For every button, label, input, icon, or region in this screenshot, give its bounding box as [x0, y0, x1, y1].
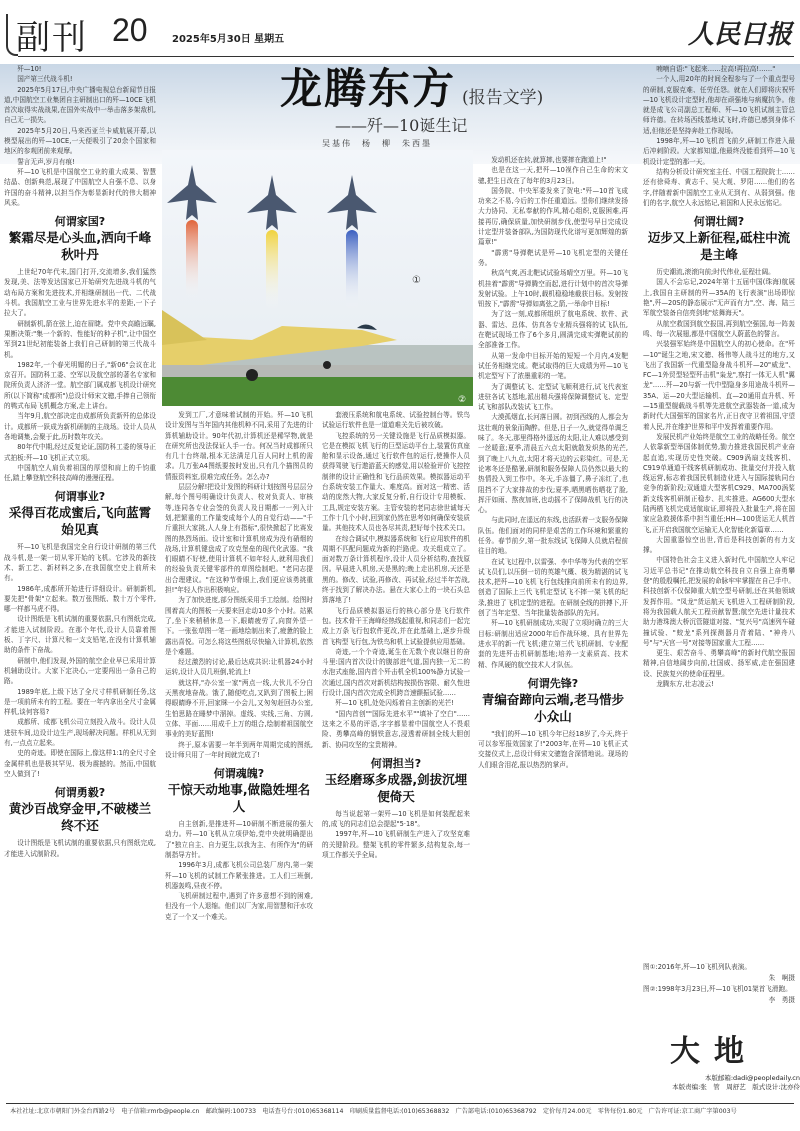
section-question: 何谓先锋?	[527, 676, 579, 690]
section-question: 何谓魂魄?	[213, 767, 265, 781]
smoke-trail	[346, 230, 358, 310]
section-question: 何谓勇毅?	[54, 786, 106, 800]
paragraph: 1996年3月,成都飞机公司总装厂房内,第一架歼—10飞机的试制工作紧张推进。工人们三班倒,机器轰鸣,昼夜不停。	[165, 861, 313, 890]
newspaper-logo: 人民日报	[687, 20, 792, 50]
paragraph: "国内首创""国际先进水平""填补了空白"……这来之不易的评语,字字都显着中国航空人不畏艰险、勇攀高峰的钢铁意志,浸透着研制全线大胆创新、协同攻坚的宝贵精神。	[322, 709, 470, 749]
paragraph: 奇迹,一个个奇迹,诞生在无数个夜以继日的奋斗里:国内首次设计的腹部进气道,国内独一无二的水泡式座舱,国内首个歼击机全机100%静力试验一次通过,国内首次对新机结构按损伤容限、耐久性进行设计,国内首次完成全机跨音速颤振试验……	[322, 647, 470, 698]
header-divider	[18, 56, 794, 57]
paragraph: 兴装强军始终是中国航空人的初心使命。在"歼—10"诞生之地,宋文骢、杨伟等人战斗过的地方,又飞出了我国新一代重型隐身战斗机歼—20"威龙"、FC—1外贸型轻型歼击机"枭龙",察打一体无人机"翼龙"……歼—20与新一代中型隐身多用途战斗机歼—35A、运—20大型运输机、直—20通用直升机、歼—15重型舰载战斗机等先进航空武器装备一道,成为新时代大国强军的国家名片,正日夜守卫着祖国,守望着人民,并在维护世界和平中发挥着重要作用。	[643, 340, 795, 431]
paragraph: 国务院、中央军委发来了贺电:"歼—10首飞成功来之不易,今后的工作任重道远。望你们继续发扬大力协同、无私奉献的作风,精心组织,克服困难,再接再厉,确保质量,加快研制步伐,使型号早日完成设计定型并装备部队,为国防现代化谱写更加辉煌的新篇章!"	[478, 186, 628, 247]
paragraph: 大国重器惊空出世,背后是科技创新的有力支撑。	[643, 535, 795, 555]
editor-staff: 本版责编:张 管 周舒艺 版式设计:沈亦伶	[672, 1083, 800, 1091]
section-name: 副刊	[16, 18, 88, 58]
paragraph: 研制新机,箭在弦上,迫在眉睫。党中央高瞻远瞩,果断决策:"集一个新的、性能好的种子机",让中国空军到21世纪初能装备上我们自己研制的第三代战斗机。	[4, 319, 156, 359]
paragraph: 就这样,"办公室一家"两点一线,大伙儿不分白天黑夜地奋战。饿了,随便吃点,又趴到了图板上;困得眼睛睁不开,回家眯一小会儿,又匆匆赶回办公室,生怕思路在睡梦中溜掉。虚线、实线,三角、方圆,立体、平面……用成千上万的组合,绘制着祖国航空事业的美好蓝图!	[165, 678, 313, 739]
section-question: 何谓壮阔?	[693, 215, 745, 229]
paragraph: 秋高气爽,西北靶试试验场晴空万里。歼—10飞机挂着"霹雳"导弹腾空而起,进行计划中的首次导弹发射试验。上午10时,载机稳稳地截获目标。发射按钮按下,"霹雳"导弹如离弦之箭,一举命中目标!	[478, 269, 628, 309]
paragraph: 中国特色社会主义进入新时代,中国航空人牢记习近平总书记"在推动航空科技自立自强上奋勇攀登"的殷殷嘱托,把发展的命脉牢牢掌握在自己手中。科技创新不仅保障重大航空型号研制,还在其他领域发挥作用。"凤龙"货运航天飞机进入工程研制阶段,将为我国载人航天工程贡献智慧;航空先进计量技术助力港珠澳大桥沉管隧道对接、"复兴号"高速列车碰撞试验、"蛟龙"系列探测器月背着陆、"神舟八号"与"天宫一号"对接等国家重大工程……	[643, 556, 795, 647]
caption-1: 图①:2016年,歼—10飞机列队表演。	[643, 963, 751, 971]
article-column-5	[643, 64, 795, 958]
paragraph: 自主创新,是推进歼—10研制不断进展的强大动力。歼—10飞机从立项伊始,党中央就明确提出了"独立自主、自力更生,以我为主、有所作为"的研制指导方针。	[165, 820, 313, 859]
paragraph: 为了加快进度,部分图纸采用手工绘制。绘图时围着高大的图板一天要来回走动10多个小时。站累了,坐下来稍稍休息一下,眼睛疲劳了,向窗外望一下。一张张草图一笔一画地绘制出来了,疲惫的脸上露出喜悦。可怎么将这些图纸尽快输入计算机,依然是个难题。	[165, 596, 313, 656]
photo-mark-2: ②	[458, 395, 467, 405]
paragraph: 龙腾东方,壮志凌云!	[656, 680, 714, 689]
issue-date: 2025年5月30日 星期五	[172, 34, 285, 45]
paragraph: "霹雳"导弹靶试是歼—10飞机定型的关键任务。	[478, 248, 628, 267]
paragraph: 歼—10飞机研制成功,实现了立项时确立的三大目标:研制出适应2000年后作战环境、具有世界先进水平的新一代飞机;建立第三代飞机研制、专业配套的先进歼击机研制基地;培养一支素质高、技术精、作风硬的航空技术人才队伍。	[478, 619, 628, 669]
section-heading: 青编奋蹄向云端,老马惜步小众山	[481, 691, 625, 724]
section-heading: 干惊天动地事,做隐姓埋名人	[167, 782, 311, 815]
paragraph: 一个人,用20年的时间全程参与了一个重点型号的研制,克服克难、任劳任怨。就在人们即将庆祝歼—10飞机设计定型时,他却在顽强地与病魔抗争。他就是成飞公司副总工程师、歼—10飞机试制主管总师许德。在转场西线基地试飞时,许德已感到身体不适,但他还是坚持奔赴工作现场。	[643, 75, 795, 135]
paragraph: 大漠孤烟直,长河落日圆。初到西线的人,都会为这壮观的景象而陶醉。但是,日子一久,就觉得单调乏味了。冬天,那里得格外遥远的太阳,让人难以感受到一丝暖意;夏季,清晨五六点太阳就散发炽热的光芒,到了晚上八九点,太阳才将天边的云彩染红。可是,无论寒冬还是酷暑,研制和服务保障人员仍然以最大的热情投入到工作中。冬天,手冻僵了,鼻子冻红了,也阻挡不了大家排故的步伐;夏季,晒黑晒伤晒花了脸,挥汗如雨、熬夜加班,也动摇不了保障战机飞行的决心。	[478, 413, 628, 515]
paragraph: 歼—10飞机是中国航空工业的重大成果、智慧结晶、创新典范,展现了中国航空人自强不息、以身许国的奋斗精神,以担当作为彰显新时代的伟大精神风采。	[4, 167, 156, 207]
page-number: 20	[112, 12, 148, 48]
paragraph: 与此同时,在遥远的东线,也活跃着一支服务保障队伍。他们面对的同样是艰苦的工作环境和繁重的任务。春节前夕,第一批东线试飞保障人员就启程前往目的地。	[478, 516, 628, 556]
paragraph: 1997年,歼—10飞机研制生产进入了攻坚克难的关键阶段。整架飞机的零件繁多,结构复杂,每一项工作都关乎全局。	[322, 830, 470, 859]
section-heading: 黄沙百战穿金甲,不破楼兰终不还	[8, 801, 152, 834]
article-title: 龙腾东方	[280, 64, 457, 113]
photo-captions	[643, 962, 795, 1006]
article-column-3	[322, 410, 470, 1098]
paragraph: 飞控系统的另一关键设施是飞行品质模拟器。它是在模拟飞机飞行的巨型运动平台上,装置仿真座舱和显示设备,通过飞行软件包的运行,使操作人员获得驾驶飞行遨游蓝天的感觉,用以检验评价飞控控制律的设计正确性和飞行品质效果。模拟器运动平台系统安装工作量大、难度高。面对这一精密、活动的庞然大物,大家反复分析,自行设计专用模板、工具,规定安装方案。主管安装的老同志徐世诚每天工作十几个小时,回到家仍然在思考如何确保安装质量。其他技术人员也各尽其责,把好每个技术关口。	[322, 431, 470, 533]
paragraph: 结构分析设计研究室主任、中国工程院院士……还有徐舜寿、黄志千、吴大观、罗阳……他们的名字,伴随着新中国航空工业从无到有、从弱到强。他们的名字,航空人永远铭记,祖国和人民永远铭记。	[643, 167, 795, 207]
paragraph: 套液压系统和航电系统、试验控制台等。铁鸟试验运行软件也是一道道难关先后被攻破。	[322, 411, 470, 430]
photo-mark-1: ①	[412, 275, 421, 286]
paragraph: 1998年,歼—10飞机首飞前夕,研制工作进入最后冲刺阶段。大家都知道,他最终没能看到歼—10飞机设计定型的那一天。	[643, 137, 795, 166]
paragraph: 成都所、成都飞机公司立刻投入战斗。设计人员进驻车间,边设计边生产,现场解决问题。样机从无到有,一点点立起来。	[4, 718, 156, 748]
grass	[162, 377, 473, 406]
paragraph: 也是在这一天,把歼—10视作自己生命的宋文骢,把生日改在了每年的3月23日。	[478, 166, 628, 185]
caption-2: 图②:1998年3月23日,歼—10飞机01架首飞滑跑。	[643, 985, 792, 993]
footer-divider	[6, 1103, 794, 1104]
paragraph: 1982年,一个春光明媚的日子,"新06"会议在北京召开。国防科工委、空军以及航空部的著名专家和院所负责人济济一堂。航空部门属成都飞机设计研究所(以下简称"成都所")总设计师宋文骢,手捧自己领衔的鸭式布局飞机概念方案,走上讲台。	[4, 360, 156, 411]
paragraph: 当年9月,航空部决定由成都所负责新歼的总体设计。成都所一跃成为新机研制的主战场。设计人员从各地调集,会聚于此,历时数年攻关。	[4, 412, 156, 441]
article-subtitle: ——歼—10诞生记	[335, 116, 468, 135]
paragraph: 歼—10飞机是我国完全自行设计研制的第三代战斗机,是一架一切从零开始的飞机。它涉及的新技术、新工艺、新材料之多,在我国航空史上前所未有。	[4, 543, 156, 583]
paragraph: 历史潮流,滚滚向前;时代伟业,征程壮阔。	[656, 268, 775, 277]
jets-photo	[162, 150, 473, 406]
article-column-2	[165, 410, 313, 1098]
caption-1-credit: 朱 啊摄	[768, 974, 795, 982]
paragraph: 终于,原本需要一年半到两年周期完成的图纸,设计师只用了一年时间就完成了!	[165, 740, 313, 759]
paragraph: 设计图纸是飞机试制的重要依据,只有图纸完成,才能进入试制阶段。在那个年代,设计人员靠着图板、丁字尺、计算尺和一支支铅笔,在没有计算机辅助的条件下奋战。	[4, 615, 156, 655]
paragraph: 飞行品质模拟器运行的核心部分是飞行软件包。技术骨干王海峰经热线起重视,和同志们一起完成上万条飞行包软件更改,并在此基础上,逐步升级首飞构型飞行包,为铁鸟和机上试验提供应用基础。	[322, 606, 470, 646]
smoke-trail	[186, 220, 198, 300]
paragraph: 上世纪70年代末,国门打开,交流增多,我们猛然发现,美、法等发达国家已开始研究先进战斗机的气动布局方案和先进技术,并相继研制出一代、二代战斗机。我国航空工业与世界先进水平的差距,一下子拉大了。	[4, 268, 156, 318]
runway	[162, 365, 473, 377]
paragraph: 设计图纸是飞机试制的重要依据,只有图纸完成,才能进入试制阶段。	[4, 839, 156, 858]
column-logo-dadi: 大地	[670, 1034, 758, 1069]
paragraph: 发动机还在转,就算摔,也要摔在跑道上!"	[491, 156, 607, 164]
paragraph: 为了这一刻,成都所组织了航电系统、软件、武器、雷达、总体、仿真各专业精兵强将的试飞队伍,在靶试现场工作了6个多月,圆满完成实弹靶试前的全部准备工作。	[478, 310, 628, 350]
caption-2-credit: 李 勇摄	[768, 996, 795, 1004]
paragraph: 发到工厂,才意味着试制的开始。歼—10飞机设计发图与当年国内其他机种不同,采用了先进的计算机辅助设计。90年代初,计算机还是稀罕物,就是在研究所也没法保证人手一台。何况当时成都所只有几十台终端,根本无法满足几百人同时上机的需求。几万张A4图纸要按时发出,只有几个描图员的情报资料室,很难完成任务。怎么办?	[165, 411, 313, 481]
paragraph: 层层分解!把设计发图的科研计划按图号层层分解,每个图号明确设计负责人、校对负责人、审核等,连同各专业会签的负责人及日期都一一列入计划,把繁重的工作量变成每个人的自觉行动——"千斤重担大家挑,人人身上有指标",很快掀起了比赛发图的热烈场面。设计室和计算机房成为没有硝烟的战场,计算机键盘成了攻克堡垒的现代化武器。"我们眼睛不好使,使用计算机不如年轻人,就利用我们的经验负责关键零部件的草图绘制吧。"老同志提出合理建议。"在这种节骨眼上,我们更应该勇挑重担!"年轻人作出积极响应。	[165, 483, 313, 595]
editor-email: 本版邮箱:dadi@peopledaily.cn	[704, 1074, 800, 1082]
paragraph: 歼—10飞机,处处闪烁着自主创新的光芒!	[335, 699, 454, 708]
section-heading: 玉经磨琢多成器,剑拔沉埋便倚天	[324, 771, 468, 804]
page-header	[0, 0, 800, 62]
paragraph: 80年代中期,经过反复论证,国防科工委的领导正式拍板:歼—10飞机正式立项。	[4, 443, 156, 462]
paragraph: 为了调整试飞、定型试飞顺利进行,试飞代表室进驻各试飞基地,派出精兵强将保障调整试飞、定型试飞和部队改装试飞工作。	[478, 382, 628, 412]
footer-info: 本社社址:北京市朝阳门外金台西路2号 电子信箱:rmrb@people.cn 邮政编码:100733 电话查号台:(010)65368114 印刷质量监督电话:(010)65368832 广告部电话:(010)65368792 定价每月24.00元 零售每份1.80元 广告许可证:京工商广字第003号	[10, 1108, 737, 1115]
article-authors: 吴基伟 杨 柳 朱西墨	[322, 139, 432, 148]
paragraph: 从第一发命中目标开始的短短一个月内,4发靶试任务相继完成。靶试取得的巨大成绩为歼—10飞机定型写下了浓墨重彩的一笔。	[478, 351, 628, 381]
paragraph: 1986年,成都所开始进行详细设计。研制新机,要先把"骨架"立起来。数万张图纸、数十万个零件,哪一样都马虎不得。	[4, 584, 156, 614]
paragraph: 在试飞过程中,以雷强、李中华等为代表的空军试飞员们,以压倒一切的英雄气概、极为精湛的试飞技术,把歼—10飞机飞行包线推向前所未有的边界,创造了国际上三代飞机定型试飞不摔一架飞机的纪录,推进了飞机定型的进程。在研制全线的拼搏下,开创了当年定型、当年批量装备部队的先河。	[478, 557, 628, 618]
article-genre: (报告文学)	[462, 88, 544, 108]
section-question: 何谓事业?	[54, 490, 106, 504]
paragraph: 2025年5月17日,中央广播电视总台新闻节目报道,中国航空工业集团自主研制出口的歼—10CE飞机首次取得实战战果,在国外实战中一举击落多架敌机,自己无一损失。	[4, 85, 156, 125]
paragraph: 每当说起第一架歼—10飞机是如何装配起来的,成飞的同志们总会提起"5·18"。	[322, 809, 470, 829]
section-question: 何谓家国?	[54, 215, 106, 229]
paragraph: 在综合调试中,模拟器系统和飞行应用软件的机周期不匹配问题成为新的拦路虎。攻关组成立了。面对数万条计算机程序,设计人员分析结构,查找原因。早晨进入机房,天是黑的;晚上走出机房,天还是黑的。修改、试验,再修改、再试验,经过半年苦战,终于找到了解决办法。悬在大家心上的一块石头总算落地了!	[322, 534, 470, 605]
paragraph: "我们的歼—10飞机今年已经18岁了,今天,终于可以参军报效国家了!"2003年,在歼—10飞机正式交接仪式上,总设计师宋文骢饱含深情地说。现场的人们眼含泪花,报以热烈的掌声。	[478, 729, 628, 769]
article-column-1	[4, 64, 156, 1098]
title-row	[280, 66, 543, 112]
paragraph: 2025年5月20日,马来西亚兰卡威航展开幕,以模型展出的歼—10CE,一天便吸引了20余个国家和地区的参观团前来观摩。	[4, 126, 156, 156]
paragraph: 喃喃自语:"飞起来……拉高!再拉高!……"	[656, 65, 776, 73]
section-question: 何谓担当?	[370, 756, 422, 770]
paragraph: 经过激烈的讨论,最后达成共识:让机器24小时运转,设计人员几班倒,轮流上!	[165, 658, 313, 677]
section-heading: 迈步又上新征程,砥柱中流是主峰	[647, 230, 791, 263]
section-heading: 繁霜尽是心头血,洒向千峰秋叶丹	[8, 230, 152, 263]
paragraph: 中国航空人肩负着祖国的厚望和肩上的千钧重任,踏上攀登航空科技高峰的漫漫征程。	[4, 463, 156, 483]
paragraph: 誓言无声,岁月有痕!	[17, 157, 75, 166]
paragraph: 1989年底,上级下达了全尺寸样机研制任务,这是一项前所未有的工程。要在一年内拿出全尺寸金属样机,谈何容易?	[4, 687, 156, 717]
paragraph: 飞机研制过程中,遇到了许多意想不到的困难,但没有一个人退缩。他们以厂为家,用智慧和汗水攻克了一个又一个难关。	[165, 892, 313, 921]
paragraph: 史的奇迹。即使在国际上,像这样1:1的全尺寸全金属样机也是极其罕见、极为震撼的。然而,中国航空人做到了!	[4, 749, 156, 778]
section-heading: 采得百花成蜜后,飞向蓝霄始见真	[8, 505, 152, 538]
paragraph: 国产第三代战斗机!	[17, 75, 73, 84]
paragraph: 研制中,他们发现,外国的航空企业早已采用计算机辅助设计。大家下定决心,一定要闯出一条自己的路。	[4, 656, 156, 686]
editor-credits	[645, 1074, 800, 1092]
paragraph: 从航空救国到航空报国,再到航空强国,每一阵轰鸣、每一次展翅,都是中国航空人蔚蓝色的誓言。	[643, 319, 795, 338]
paragraph: 更生、艰苦奋斗、勇攀高峰"的新时代航空报国精神,自信地阔步向前,壮国威、扬军威,走在强国建设、民族复兴的使命征程里。	[643, 649, 795, 678]
paragraph: 发展民机产业始终是航空工业的战略任务。航空人依靠新型举国体制优势,勠力推进我国民机产业奋起直追,实现历史性突破。C909涡扇支线客机、C919单通道干线客机研制成功、批量交付并投入航线运营,标志着我国民机制造业进入与国际接轨同台竞争的新阶段;双通道大型客机C929、MA700涡桨新支线客机研制正稳步、扎实推进。AG600大型水陆两栖飞机完成适航取证,即将投入批量生产,将在国家应急救援体系中担当重任;HH—100货运无人机首飞,正开启我国航空运输无人化智能化新篇章……	[643, 432, 795, 534]
article-column-4	[478, 155, 628, 1098]
paragraph: 国人不会忘记,2024年第十五届中国(珠海)航展上,我国自主研制的歼—35A的飞行表演"出场即惊艳",歼—20S的静态展示"无声而有力",空、海、陆三军航空装备自信亮剑地"炫舞海天"。	[643, 278, 795, 318]
smoke-trail	[266, 230, 278, 310]
paragraph: 歼—10!	[17, 65, 42, 73]
